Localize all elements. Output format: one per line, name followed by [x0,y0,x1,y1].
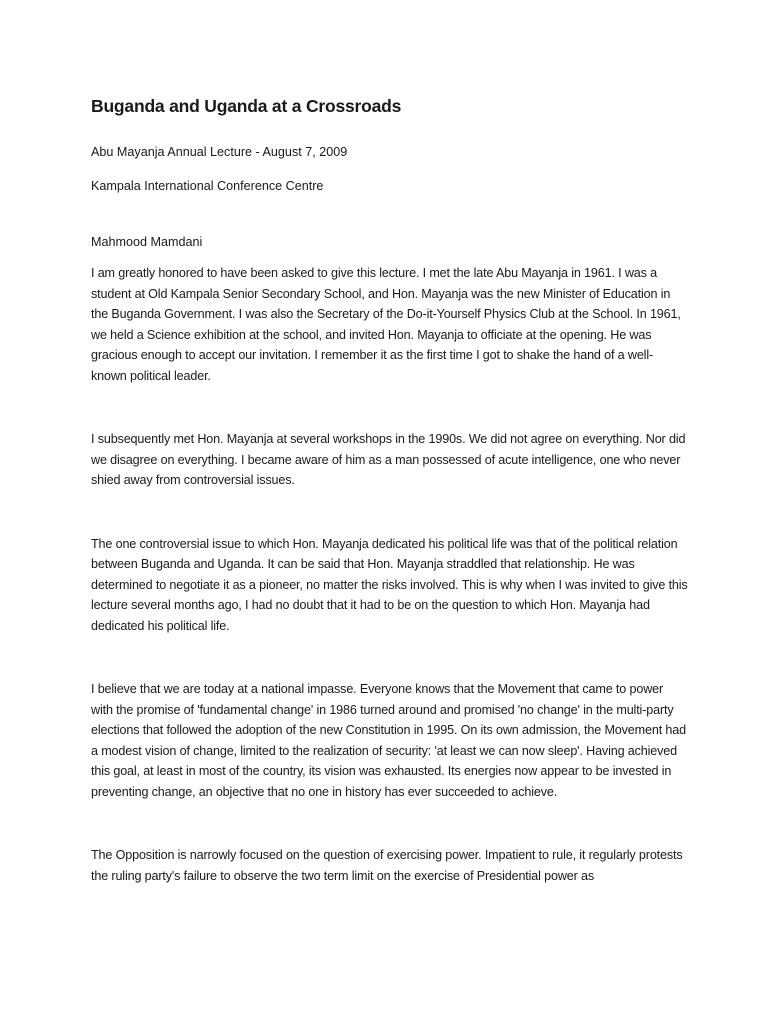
author-name: Mahmood Mamdani [91,235,203,249]
venue-line: Kampala International Conference Centre [91,179,324,193]
body-paragraph-1: I am greatly honored to have been asked to give this lecture. I met the late Abu Mayanja in 1961. I was a student at Old Kampala Senior Secondary School, and Hon. Mayanja was the new Minister of Education in the Buganda Government. I was also the Secretary of the Do-it-Yourself Physics Club at the School. In 1961, we held a Science exhibition at the school, and invited Hon. Mayanja to officiate at the opening. He was gracious enough to accept our invitation. I remember it as the first time I got to shake the hand of a well-known political leader. [91,266,681,383]
body-paragraph-4: I believe that we are today at a national impasse. Everyone knows that the Movement that came to power with the promise of 'fundamental change' in 1986 turned around and promised 'no change' in the multi-party elections that followed the adoption of the new Constitution in 1995. On its own admission, the Movement had a modest vision of change, limited to the realization of security: 'at least we can now sleep'. Having achieved this goal, at least in most of the country, its vision was exhausted. Its energies now appear to be invested in preventing change, an objective that no one in history has ever succeeded to achieve. [91,682,686,799]
body-paragraph-2: I subsequently met Hon. Mayanja at several workshops in the 1990s. We did not agree on everything. Nor did we disagree on everything. I became aware of him as a man possessed of acute intelligence, one who never shied away from controversial issues. [91,432,686,487]
body-paragraph-5: The Opposition is narrowly focused on the question of exercising power. Impatient to rule, it regularly protests the ruling party's failure to observe the two term limit on the exercise of Presidential power as [91,848,683,883]
document-title: Buganda and Uganda at a Crossroads [91,96,402,116]
lecture-subtitle: Abu Mayanja Annual Lecture - August 7, 2009 [91,145,348,159]
body-paragraph-3: The one controversial issue to which Hon. Mayanja dedicated his political life was that of the political relation between Buganda and Uganda. It can be said that Hon. Mayanja straddled that relationship. He was determined to negotiate it as a pioneer, no matter the risks involved. This is why when I was invited to give this lecture several months ago, I had no doubt that it had to be on the question to which Hon. Mayanja had dedicated his political life. [91,536,688,633]
